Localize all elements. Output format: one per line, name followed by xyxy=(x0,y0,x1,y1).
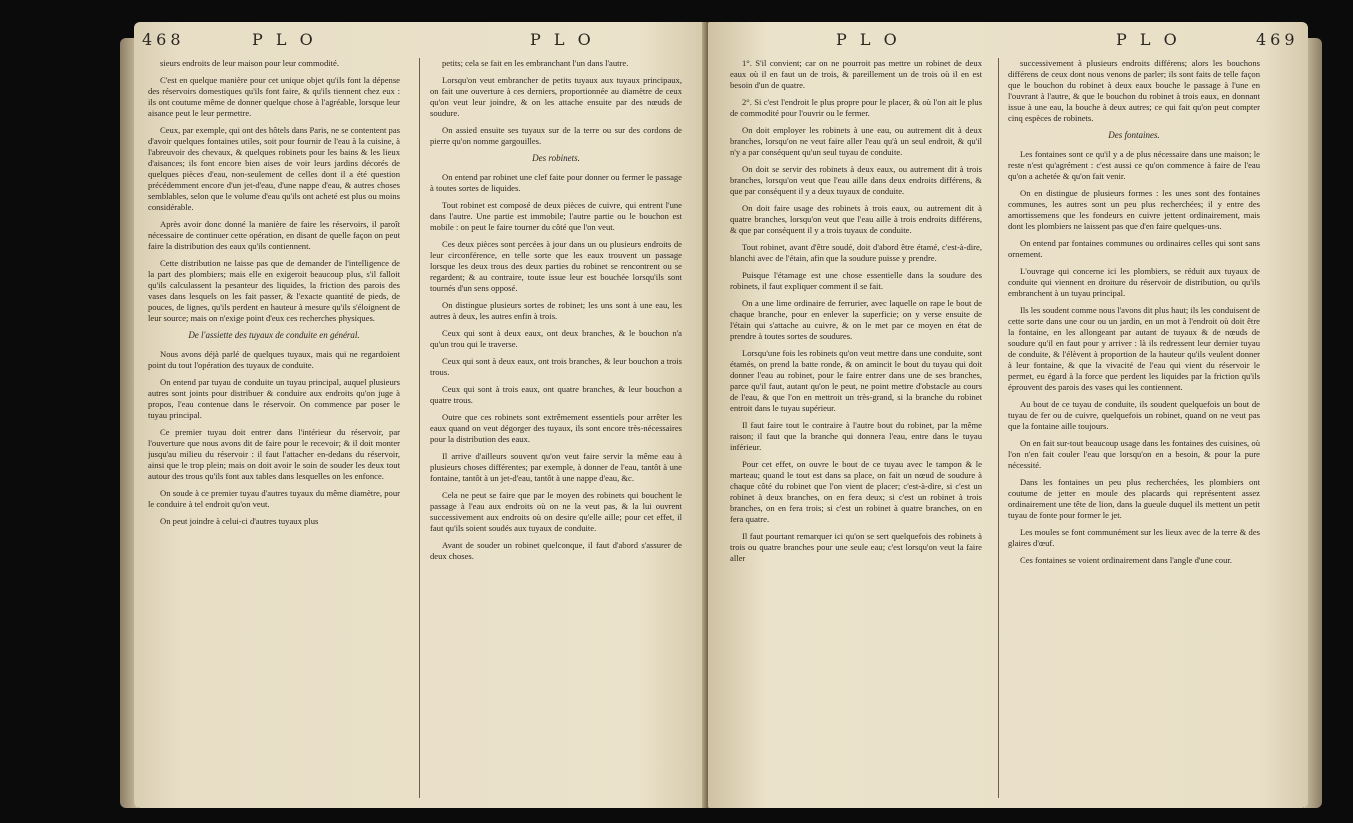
paragraph: On en distingue de plusieurs formes : les unes sont des fontaines communes, les autres sont un peu plus recherchées; il y entre des amortissemens que les fondeurs en cuivre jettent ordinairement, mais dont les plombiers ne laissent pas que d'en faire quelques-uns. xyxy=(1008,188,1260,231)
paragraph: Puisque l'étamage est une chose essentielle dans la soudure des robinets, il faut expliquer comment il se fait. xyxy=(730,270,982,291)
paragraph: Dans les fontaines un peu plus recherchées, les plombiers ont coutume de jetter en moule des placards qui représentent assez ordinairement une tête de lion, dans la gueule duquel ils mettent un petit tuyau de fonte pour former le jet. xyxy=(1008,477,1260,520)
paragraph: On doit se servir des robinets à deux eaux, ou autrement dit à trois branches, lorsqu'on veut que l'eau aille dans deux endroits différens, & que par conséquent il y a deux tuyaux de conduite. xyxy=(730,164,982,196)
paragraph: Il faut pourtant remarquer ici qu'on se sert quelquefois des robinets à trois ou quatre branches pour une seule eau; c'est lorsqu'on veut la faire aller xyxy=(730,531,982,563)
column-rule xyxy=(419,58,420,798)
paragraph: petits; cela se fait en les embranchant l'un dans l'autre. xyxy=(442,58,629,68)
section-subheading: Des fontaines. xyxy=(1108,130,1160,140)
left-header-col1: P L O xyxy=(252,30,317,49)
right-page-number: 469 xyxy=(1256,30,1299,49)
paragraph: Tout robinet est composé de deux pièces de cuivre, qui entrent l'une dans l'autre. Une partie est immobile; l'autre partie ou le bouchon est mobile : on peut le faire tourner du côté que l'on veut. xyxy=(430,200,682,232)
paragraph: On soude à ce premier tuyau d'autres tuyaux du même diamètre, pour le conduire à tel endroit qu'on veut. xyxy=(148,488,400,509)
paragraph: Il faut faire tout le contraire à l'autre bout du robinet, par la même raison; il faut que la branche qui donnera l'eau, entre dans le tuyau inférieur. xyxy=(730,420,982,452)
paragraph: On entend par tuyau de conduite un tuyau principal, auquel plusieurs autres sont joints pour distribuer & conduire aux endroits qu'on juge à propos, l'eau contenue dans le réservoir. On commence par poser le tuyau principal. xyxy=(148,377,400,420)
right-column-2 xyxy=(1008,58,1260,798)
section-subheading: De l'assiette des tuyaux de conduite en général. xyxy=(188,330,360,340)
left-column-1 xyxy=(148,58,400,798)
paragraph: L'ouvrage qui concerne ici les plombiers, se réduit aux tuyaux de conduite qui viennent en droiture du réservoir de distribution, ou qu'ils embranchent à un tuyau principal. xyxy=(1008,266,1260,298)
paragraph: Ceux qui sont à deux eaux, ont trois branches, & leur bouchon a trois trous. xyxy=(430,356,682,377)
paragraph: Après avoir donc donné la manière de faire les réservoirs, il paroît nécessaire de continuer cette opération, en disant de quelle façon on peut faire la distribution des eaux qu'ils contiennent. xyxy=(148,219,400,251)
left-page-number: 468 xyxy=(142,30,185,49)
paragraph: Ces deux pièces sont percées à jour dans un ou plusieurs endroits de leur circonférence, en telle sorte que les eaux trouvent un passage lorsque les deux trous des deux parties du robinet se rencontrent ou se regardent; & au contraire, toute issue leur est bouchée lorsqu'ils sont tournés d'un sens opposé. xyxy=(430,239,682,293)
paragraph: On doit faire usage des robinets à trois eaux, ou autrement dit à quatre branches, lorsqu'on veut que l'eau aille à trois endroits différens, & que par conséquent il y a trois tuyaux de conduite. xyxy=(730,203,982,235)
paragraph: On distingue plusieurs sortes de robinet; les uns sont à une eau, les autres à deux, les autres enfin à trois. xyxy=(430,300,682,321)
paragraph: Cette distribution ne laisse pas que de demander de l'intelligence de la part des plombiers; mais elle en exigeroit beaucoup plus, s'il falloit qu'ils calculassent la pesanteur des liquides, la friction des parois des vases dans lesquels on les fait passer, & l'exacte quantité de pieds, de pouces, de lignes, qu'ils perdent en hauteur à mesure qu'ils s'éloignent de leur source; mais on n'exige point d'eux ces recherches physiques. xyxy=(148,258,400,323)
paragraph: 2°. Si c'est l'endroit le plus propre pour le placer, & où l'on ait le plus de commodité pour l'ouvrir ou le fermer. xyxy=(730,97,982,118)
paragraph: Lorsqu'une fois les robinets qu'on veut mettre dans une conduite, sont étamés, on prend la batte ronde, & on amincit le bout du tuyau qui doit donner l'eau au robinet, pour le faire entrer dans une de ses branches, parce qu'il faut, autant qu'on le peut, ne point mettre d'obstacle au cours de l'eau, & que l'on en mettroit un très-grand, si la branche du robinet entroit dans le tuyau supérieur. xyxy=(730,348,982,413)
paragraph: Avant de souder un robinet quelconque, il faut d'abord s'assurer de deux choses. xyxy=(430,540,682,561)
paragraph: On assied ensuite ses tuyaux sur de la terre ou sur des cordons de pierre qu'on nomme gargouilles. xyxy=(430,125,682,146)
paragraph: Ceux, par exemple, qui ont des hôtels dans Paris, ne se contentent pas d'avoir quelques fontaines utiles, soit pour fournir de l'eau à la cuisine, à l'abreuvoir des chevaux, & quelques robinets pour les bains & les lieux d'aisances; ils font encore bien aises de voir leurs jardins décorés de quelques pièces d'eau, non-seulement de celles dont il a été question précédemment encore d'un jet-d'eau, d'une nappe d'eau, & autres choses semblables, selon que le volume d'eau qu'ils ont acheté est plus ou moins considérable. xyxy=(148,125,400,212)
right-page xyxy=(708,22,1308,808)
paragraph: Pour cet effet, on ouvre le bout de ce tuyau avec le tampon & le marteau; quand le tout est dans sa place, on fait un nœud de soudure à chaque côté du robinet que l'on vient de placer; c'est-à-dire, si c'est un robinet à deux branches, on en fera deux; si c'est un robinet à trois branches, on en fera trois; si c'est un robinet à quatre branches, on en fera quatre. xyxy=(730,459,982,524)
paragraph: On en fait sur-tout beaucoup usage dans les fontaines des cuisines, où l'on n'en fait couler l'eau que lorsqu'on en a besoin, & pour la pure nécessité. xyxy=(1008,438,1260,470)
paragraph: Ceux qui sont à trois eaux, ont quatre branches, & leur bouchon a quatre trous. xyxy=(430,384,682,405)
paragraph: Ces fontaines se voient ordinairement dans l'angle d'une cour. xyxy=(1020,555,1232,565)
paragraph: Au bout de ce tuyau de conduite, ils soudent quelquefois un bout de tuyau de fer ou de cuivre, quelquefois un robinet, quand on ne veut pas que la fontaine aille toujours. xyxy=(1008,399,1260,431)
left-header-col2: P L O xyxy=(530,30,595,49)
paragraph: Il arrive d'ailleurs souvent qu'on veut faire servir la même eau à plusieurs choses différentes; par exemple, à donner de l'eau, tantôt à une fontaine, tantôt à un jet-d'eau, tantôt à une nappe d'eau, &c. xyxy=(430,451,682,483)
paragraph: Lorsqu'on veut embrancher de petits tuyaux aux tuyaux principaux, on fait une ouverture à ces derniers, proportionnée au diamètre de ceux qu'on veut leur joindre, & on les attache ensuite par des nœuds de soudure. xyxy=(430,75,682,118)
paragraph: Ce premier tuyau doit entrer dans l'intérieur du réservoir, par l'ouverture que nous avons dit de faire pour le recevoir; & il doit monter jusqu'au milieu du réservoir : il faut l'attacher en-dedans du réservoir, ainsi que le trop plein; mais on doit avoir le soin de souder les deux tout autour des trous qu'ils font aux tables dans lesquelles on les enfonce. xyxy=(148,427,400,481)
section-subheading: Des robinets. xyxy=(532,153,580,163)
paragraph: Ils les soudent comme nous l'avons dit plus haut; ils les conduisent de cette sorte dans une cour ou un jardin, en un mot à l'endroit où doit être la fontaine, en les allongeant par autant de tuyaux & de nœuds de soudure qu'il en faut pour y arriver : là ils redressent leur dernier tuyau de conduite, & l'élèvent à proportion de la hauteur qu'ils veulent donner à leur fontaine, & que la vivacité de l'eau qui vient du réservoir le permet, eu égard à la force que perdent les liquides par la friction qu'ils éprouvent des parois des vases qui les contiennent. xyxy=(1008,305,1260,392)
paragraph: Tout robinet, avant d'être soudé, doit d'abord être étamé, c'est-à-dire, blanchi avec de l'étain, afin que la soudure puisse y prendre. xyxy=(730,242,982,263)
paragraph: On entend par robinet une clef faite pour donner ou fermer le passage à toutes sortes de liquides. xyxy=(430,172,682,193)
paragraph: Cela ne peut se faire que par le moyen des robinets qui bouchent le passage à l'eau aux endroits où on ne la veut pas, & la lui ouvrent successivement aux endroits où on desire qu'elle aille; pour cet effet, il faut qu'ils soient soudés aux tuyaux de conduite. xyxy=(430,490,682,533)
right-header-col1: P L O xyxy=(836,30,901,49)
paragraph: Outre que ces robinets sont extrêmement essentiels pour arrêter les eaux quand on veut dégorger des tuyaux, ils sont encore très-nécessaires pour la distribution des eaux. xyxy=(430,412,682,444)
column-rule xyxy=(998,58,999,798)
right-header-col2: P L O xyxy=(1116,30,1181,49)
paragraph: successivement à plusieurs endroits différens; alors les bouchons différens de ceux dont nous venons de parler; ils sont faits de telle façon que le bouchon du robinet à deux eaux bouche le passage à l'une en l'ouvrant à l'autre, & que le bouchon du robinet à trois eaux, en donnant issue à une eau, la bouche à deux autres; ce qui fait qu'on peut compter cinq espèces de robinets. xyxy=(1008,58,1260,123)
paragraph: Les fontaines sont ce qu'il y a de plus nécessaire dans une maison; le reste n'est qu'agrément : c'est aussi ce qu'on commence à faire de l'eau qu'on a achetée & qu'on fait venir. xyxy=(1008,149,1260,181)
paragraph: On peut joindre à celui-ci d'autres tuyaux plus xyxy=(160,516,319,526)
paragraph: Nous avons déjà parlé de quelques tuyaux, mais qui ne regardoient point du tout l'opération des tuyaux de conduite. xyxy=(148,349,400,370)
paragraph: On entend par fontaines communes ou ordinaires celles qui sont sans ornement. xyxy=(1008,238,1260,259)
open-book xyxy=(22,8,1334,816)
paragraph: Les moules se font communément sur les lieux avec de la terre & des glaires d'œuf. xyxy=(1008,527,1260,548)
paragraph: On a une lime ordinaire de ferrurier, avec laquelle on rape le bout de chaque branche, pour en enlever la superficie; on y verse ensuite de l'étain qui s'attache au cuivre, & on le met par ce moyen en état de prendre à toutes sortes de soudures. xyxy=(730,298,982,341)
right-column-1 xyxy=(730,58,982,798)
paragraph: sieurs endroits de leur maison pour leur commodité. xyxy=(160,58,339,68)
paragraph: C'est en quelque manière pour cet unique objet qu'ils font la dépense des réservoirs domestiques qu'ils font faire, & qu'ils tiennent chez eux : ils ont coutume même de donner quelque chose à l'agréable, lorsque leur aisance peut le leur permettre. xyxy=(148,75,400,118)
paragraph: 1°. S'il convient; car on ne pourroit pas mettre un robinet de deux eaux où il en faut un de trois, & pareillement un de trois où il en est besoin d'un de quatre. xyxy=(730,58,982,90)
left-page xyxy=(134,22,726,808)
paragraph: On doit employer les robinets à une eau, ou autrement dit à deux branches, lorsqu'on ne veut faire aller l'eau qu'à un seul endroit, & qu'il n'y a par conséquent qu'un seul tuyau de conduite. xyxy=(730,125,982,157)
paragraph: Ceux qui sont à deux eaux, ont deux branches, & le bouchon n'a qu'un trou qui le traverse. xyxy=(430,328,682,349)
left-column-2 xyxy=(430,58,682,798)
